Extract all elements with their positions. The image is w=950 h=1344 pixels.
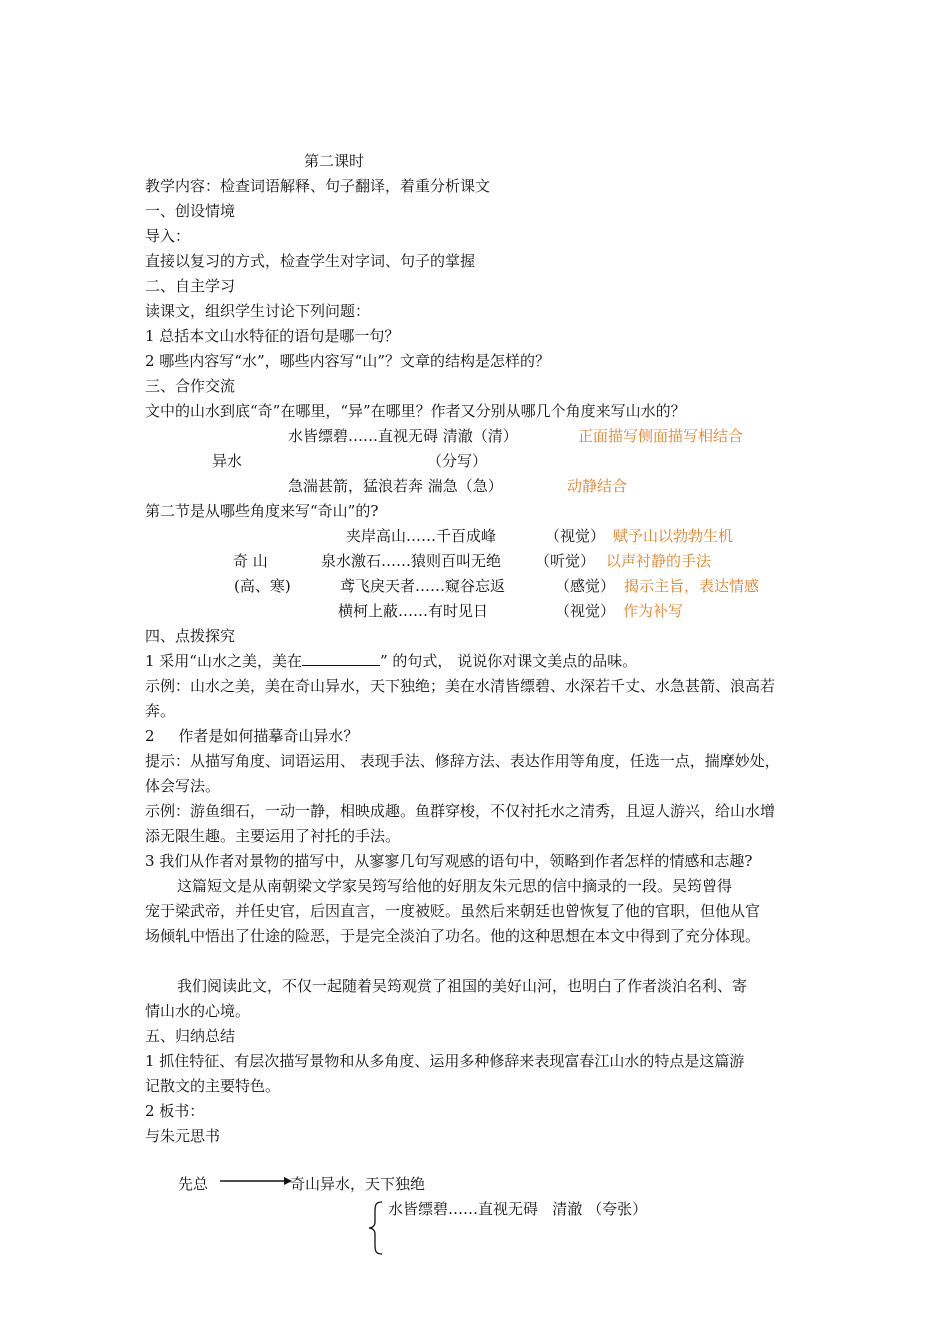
paragraph-2-line-2: 情山水的心境。 bbox=[145, 1002, 251, 1020]
mountain-sublabel: (高、寒) bbox=[234, 577, 291, 595]
mountain-row-3: 鸢飞戾天者……窥谷忘返 bbox=[340, 577, 506, 595]
mountain-label: 奇 山 bbox=[233, 552, 268, 570]
board-line-1: 水皆缥碧……直视无碍 清澈 （夸张） bbox=[388, 1200, 648, 1218]
mountain-row-2: 泉水激石……猿则百叫无绝 bbox=[321, 552, 502, 570]
paragraph-1-line-2: 宠于梁武帝，并任史官，后因直言，一度被贬。虽然后来朝廷也曾恢复了他的官职，但他从官 bbox=[145, 902, 761, 920]
fill-blank bbox=[302, 651, 380, 666]
water-label: 异水 bbox=[212, 452, 243, 470]
mountain-row-1: 夹岸高山……千百成峰 bbox=[346, 527, 497, 545]
section-1-heading: 一、创设情境 bbox=[145, 202, 236, 220]
explore-question-2: 2 作者是如何描摹奇山异水？ bbox=[145, 727, 359, 745]
section-4-heading: 四、点拨探究 bbox=[145, 627, 236, 645]
water-mid: （分写） bbox=[427, 452, 488, 470]
explore-question-1-end: ” 的句式， 说说你对课文美点的品味。 bbox=[379, 652, 638, 670]
water-row-2-note: 动静结合 bbox=[567, 477, 628, 495]
brace-icon bbox=[366, 1200, 386, 1256]
explore-question-3: 3 我们从作者对景物的描写中，从寥寥几句写观感的语句中，领略到作者怎样的情感和志趣? bbox=[145, 852, 753, 870]
mountain-row-4: 横柯上蔽……有时见日 bbox=[338, 602, 489, 620]
section-2-lead: 读课文，组织学生讨论下列问题： bbox=[145, 302, 371, 320]
intro-label: 导入： bbox=[145, 227, 191, 245]
board-start: 先总 bbox=[178, 1175, 209, 1193]
mountain-row-3-sense: （感觉） bbox=[555, 577, 616, 595]
question-1: 1 总括本文山水特征的语句是哪一句？ bbox=[145, 327, 400, 345]
example-1-line-1: 示例：山水之美，美在奇山异水，天下独绝；美在水清皆缥碧、水深若千丈、水急甚箭、浪高若 bbox=[145, 677, 776, 695]
section-3-heading: 三、合作交流 bbox=[145, 377, 236, 395]
lesson-title: 第二课时 bbox=[304, 152, 365, 170]
board-title: 与朱元思书 bbox=[145, 1127, 221, 1145]
explore-question-1 bbox=[145, 651, 637, 671]
section-2-heading: 二、自主学习 bbox=[145, 277, 236, 295]
section-5-heading: 五、归纳总结 bbox=[145, 1027, 236, 1045]
example-2-line-2: 添无限生趣。主要运用了衬托的手法。 bbox=[145, 827, 401, 845]
intro-text: 直接以复习的方式，检查学生对字词、句子的掌握 bbox=[145, 252, 476, 270]
water-row-1-note: 正面描写侧面描写相结合 bbox=[578, 427, 744, 445]
mountain-row-1-note: 赋予山以勃勃生机 bbox=[613, 527, 734, 545]
example-1-line-2: 奔。 bbox=[145, 702, 176, 720]
question-2: 2 哪些内容写“水”，哪些内容写“山”？文章的结构是怎样的？ bbox=[145, 352, 550, 370]
water-row-1: 水皆缥碧……直视无碍 清澈（清） bbox=[288, 427, 518, 445]
paragraph-1-line-1: 这篇短文是从南朝梁文学家吴筠写给他的好朋友朱元思的信中摘录的一段。吴筠曾得 bbox=[177, 877, 733, 895]
explore-question-1-start: 1 采用“山水之美，美在 bbox=[145, 652, 302, 670]
water-row-2: 急湍甚箭，猛浪若奔 湍急（急） bbox=[288, 477, 503, 495]
summary-line-1: 1 抓住特征、有层次描写景物和从多角度、运用多种修辞来表现富春江山水的特点是这篇游 bbox=[145, 1052, 745, 1070]
summary-line-2: 记散文的主要特色。 bbox=[145, 1077, 281, 1095]
section-3-question: 文中的山水到底“奇”在哪里，“异”在哪里？作者又分别从哪几个角度来写山水的？ bbox=[145, 402, 686, 420]
mountain-row-4-sense: （视觉） bbox=[555, 602, 616, 620]
paragraph-1-line-3: 场倾轧中悟出了仕途的险恶，于是完全淡泊了功名。他的这种思想在本文中得到了充分体现。 bbox=[145, 927, 761, 945]
content-line: 教学内容：检查词语解释、句子翻译，着重分析课文 bbox=[145, 177, 491, 195]
mountain-row-3-note: 揭示主旨，表达情感 bbox=[624, 577, 760, 595]
tip-line-2: 体会写法。 bbox=[145, 777, 221, 795]
mountain-row-2-sense: （听觉） bbox=[535, 552, 596, 570]
arrow-icon bbox=[220, 1174, 292, 1188]
example-2-line-1: 示例：游鱼细石，一动一静，相映成趣。鱼群穿梭，不仅衬托水之清秀，且逗人游兴，给山水增 bbox=[145, 802, 776, 820]
paragraph-2-line-1: 我们阅读此文，不仅一起随着吴筠观赏了祖国的美好山河，也明白了作者淡泊名利、寄 bbox=[177, 977, 748, 995]
mountain-row-1-sense: （视觉） bbox=[545, 527, 606, 545]
mountain-question: 第二节是从哪些角度来写“奇山”的? bbox=[145, 502, 379, 520]
board-target: 奇山异水，天下独绝 bbox=[290, 1175, 426, 1193]
board-label: 2 板书： bbox=[145, 1102, 205, 1120]
tip-line-1: 提示：从描写角度、词语运用、 表现手法、修辞方法、表达作用等角度，任选一点，揣摩妙处， bbox=[145, 752, 780, 770]
mountain-row-4-note: 作为补写 bbox=[623, 602, 684, 620]
mountain-row-2-note: 以声衬静的手法 bbox=[606, 552, 712, 570]
